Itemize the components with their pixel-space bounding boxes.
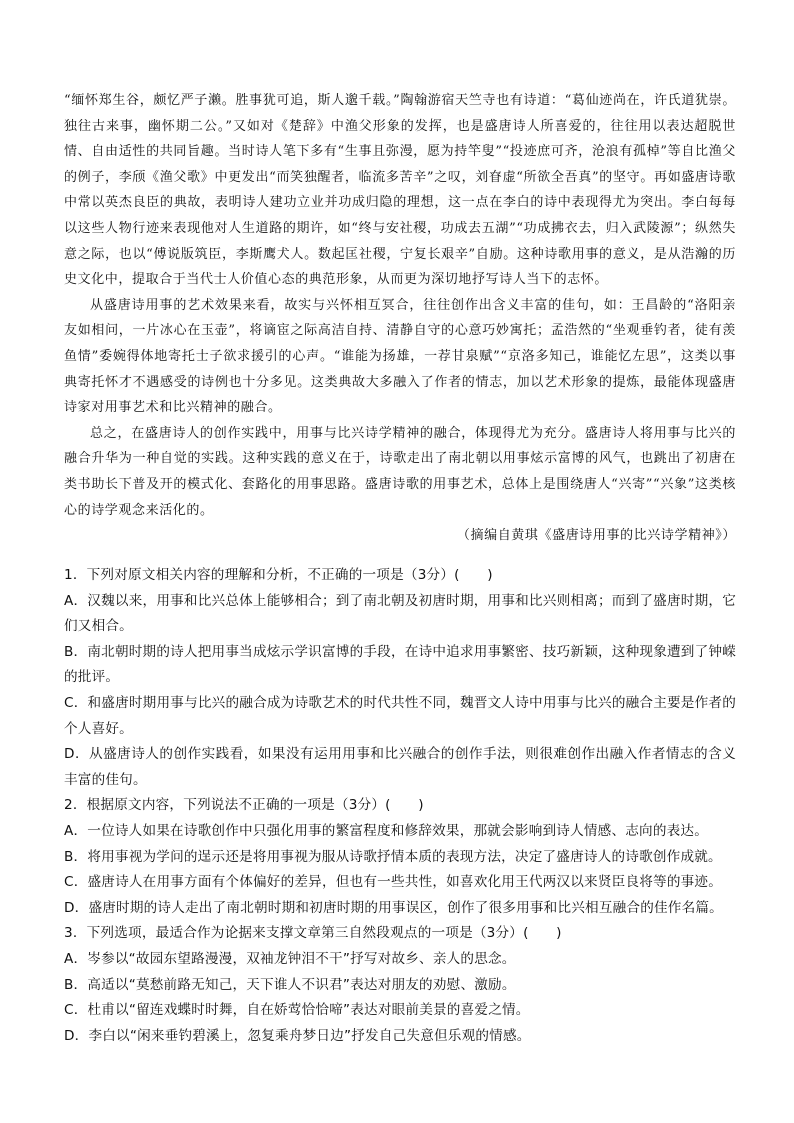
option-d: D．从盛唐诗人的创作实践看，如果没有运用用事和比兴融合的创作手法，则很难创作出融入作者情志的含义丰富的佳句。 [64, 746, 736, 788]
option-a: A．一位诗人如果在诗歌创作中只强化用事的繁富程度和修辞效果，那就会影响到诗人情感、志向的表达。 [64, 822, 709, 839]
question-3 [64, 921, 736, 1049]
question-1 [64, 563, 736, 793]
option-d: D．盛唐时期的诗人走出了南北朝时期和初唐时期的用事误区，创作了很多用事和比兴相互融合的佳作名篇。 [64, 899, 723, 916]
question-stem: 3．下列选项，最适合作为论据来支撑文章第三自然段观点的一项是（3分）( ) [64, 925, 562, 942]
passage-paragraph-3: 总之，在盛唐诗人的创作实践中，用事与比兴诗学精神的融合，体现得尤为充分。盛唐诗人将用事与比兴的融合升华为一种自觉的实践。这种实践的意义在于，诗歌走出了南北朝以用事炫示富博的风气，也跳出了初唐在类书助长下普及开的模式化、套路化的用事思路。盛唐诗歌的用事艺术，总体上是围绕唐人“兴寄”“兴象”这类核心的诗学观念来活化的。 [64, 425, 736, 518]
question-list [64, 563, 736, 1049]
option-c: C．杜甫以“留连戏蝶时时舞，自在娇莺恰恰啼”表达对眼前美景的喜爱之情。 [64, 1002, 530, 1019]
option-c: C．和盛唐时期用事与比兴的融合成为诗歌艺术的时代共性不同，魏晋文人诗中用事与比兴的融合主要是作者的个人喜好。 [64, 694, 736, 737]
option-b: B．高适以“莫愁前路无知己，天下谁人不识君”表达对朋友的劝慰、激励。 [64, 976, 516, 993]
passage-paragraph-2: 从盛唐诗用事的艺术效果来看，故实与兴怀相互冥合，往往创作出含义丰富的佳句，如：王昌龄的“洛阳亲友如相问，一片冰心在玉壶”，将谪宦之际高洁自持、清静自守的心意巧妙寓托；孟浩然的“坐观垂钓者，徒有羡鱼情”委婉得体地寄托士子欲求援引的心声。“谁能为扬雄，一荐甘泉赋”“京洛多知己，谁能忆左思”，这类以事典寄托怀才不遇感受的诗例也十分多见。这类典故大多融入了作者的情志，加以艺术形象的提炼，最能体现盛唐诗家对用事艺术和比兴精神的融合。 [64, 297, 736, 416]
question-stem: 2．根据原文内容，下列说法不正确的一项是（3分）( ) [64, 797, 424, 814]
option-b: B．将用事视为学问的逞示还是将用事视为服从诗歌抒情本质的表现方法，决定了盛唐诗人的诗歌创作成就。 [64, 848, 722, 865]
passage-source: （摘编自黄琪《盛唐诗用事的比兴诗学精神》） [456, 528, 736, 544]
option-b: B．南北朝时期的诗人把用事当成炫示学识富博的手段，在诗中追求用事繁密、技巧新颖，这种现象遭到了钟嵘的批评。 [64, 643, 736, 686]
question-stem: 1．下列对原文相关内容的理解和分析，不正确的一项是（3分）( ) [64, 567, 493, 583]
option-a: A．岑参以“故园东望路漫漫，双袖龙钟泪不干”抒写对故乡、亲人的思念。 [64, 950, 516, 967]
option-a: A．汉魏以来，用事和比兴总体上能够相合；到了南北朝及初唐时期，用事和比兴则相离；而到了盛唐时期，它们又相合。 [64, 592, 736, 635]
question-2 [64, 793, 736, 921]
reading-passage [64, 88, 736, 549]
option-c: C．盛唐诗人在用事方面有个体偏好的差异，但也有一些共性，如喜欢化用王代两汉以来贤臣良将等的事迹。 [64, 874, 722, 891]
passage-paragraph-1: “缅怀郑生谷，颇忆严子濑。胜事犹可追，斯人邈千载。”陶翰游宿天竺寺也有诗道：“葛仙迹尚在，许氏道犹崇。独往古来事，幽怀期二公。”又如对《楚辞》中渔父形象的发挥，也是盛唐诗人所喜爱的，往往用以表达超脱世情、自由适性的共同旨趣。当时诗人笔下多有“生事且弥漫，愿为持竿叟”“投迹庶可齐，沧浪有孤棹”等自比渔父的例子，李颀《渔父歌》中更发出“而笑独醒者，临流多苦辛”之叹，刘眘虚“所欲全吾真”的坚守。再如盛唐诗歌中常以英杰良臣的典故，表明诗人建功立业并功成归隐的理想，这一点在李白的诗中表现得尤为突出。李白每每以这些人物行迹来表现他对人生道路的期许，如“终与安社稷，功成去五湖”“功成拂衣去，归入武陵源”；纵然失意之际，也以“傅说版筑臣，李斯鹰犬人。数起匡社稷，宁复长艰辛”自励。这种诗歌用事的意义，是从浩瀚的历史文化中，提取合于当代士人价值心态的典范形象，从而更为深切地抒写诗人当下的志怀。 [64, 93, 736, 288]
option-d: D．李白以“闲来垂钓碧溪上，忽复乘舟梦日边”抒发自己失意但乐观的情感。 [64, 1027, 531, 1044]
